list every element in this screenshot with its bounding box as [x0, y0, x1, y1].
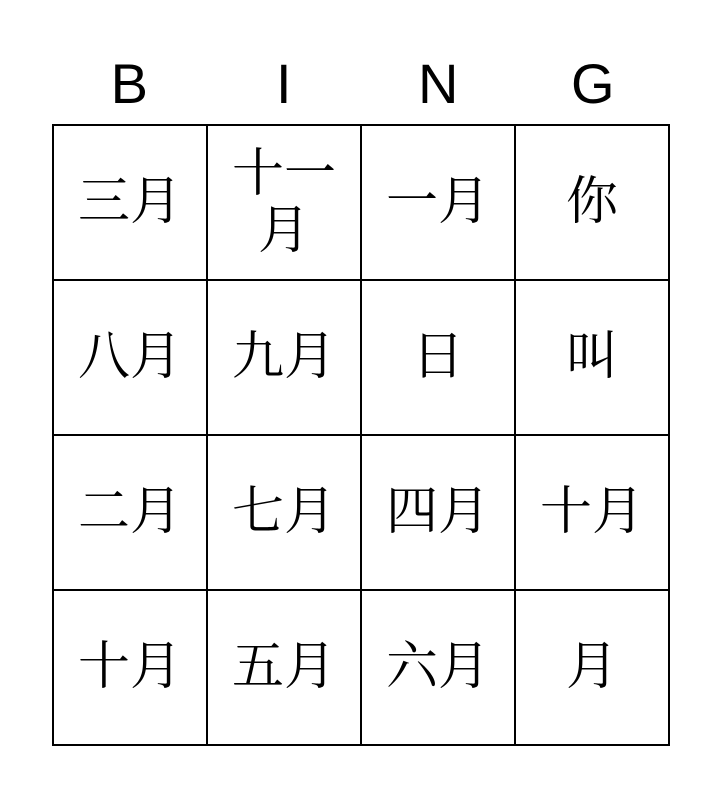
bingo-row [54, 281, 670, 436]
bingo-cell-text: 二月 [77, 482, 182, 543]
bingo-cell-b1[interactable] [54, 126, 208, 281]
bingo-cell-i2[interactable] [208, 281, 362, 436]
bingo-cell-text: 月 [565, 637, 618, 698]
bingo-cell-b3[interactable] [54, 436, 208, 591]
bingo-cell-n3[interactable] [362, 436, 516, 591]
bingo-cell-text: 十月 [77, 637, 182, 698]
bingo-row [54, 591, 670, 746]
bingo-grid [52, 124, 670, 746]
bingo-cell-text: 十一月 [231, 144, 336, 261]
bingo-header-row [52, 48, 670, 120]
bingo-cell-n2[interactable] [362, 281, 516, 436]
bingo-cell-g4[interactable] [516, 591, 670, 746]
bingo-cell-text: 十月 [539, 482, 644, 543]
bingo-cell-text: 九月 [231, 327, 336, 388]
bingo-cell-text: 你 [565, 172, 618, 233]
bingo-cell-b2[interactable] [54, 281, 208, 436]
bingo-cell-text: 一月 [385, 172, 490, 233]
bingo-cell-text: 八月 [77, 327, 182, 388]
bingo-cell-text: 三月 [77, 172, 182, 233]
header-letter-b: B [110, 52, 148, 115]
bingo-cell-g1[interactable] [516, 126, 670, 281]
bingo-cell-text: 叫 [565, 327, 618, 388]
bingo-cell-text: 日 [411, 327, 464, 388]
bingo-cell-g2[interactable] [516, 281, 670, 436]
bingo-cell-text: 四月 [385, 482, 490, 543]
header-letter-i: I [275, 52, 292, 115]
bingo-cell-text: 六月 [385, 637, 490, 698]
bingo-cell-i4[interactable] [208, 591, 362, 746]
bingo-cell-text: 五月 [231, 637, 336, 698]
bingo-cell-b4[interactable] [54, 591, 208, 746]
bingo-cell-text: 七月 [231, 482, 336, 543]
bingo-cell-g3[interactable] [516, 436, 670, 591]
header-letter-n: N [418, 52, 459, 115]
bingo-cell-i1[interactable] [208, 126, 362, 281]
bingo-cell-n4[interactable] [362, 591, 516, 746]
bingo-cell-i3[interactable] [208, 436, 362, 591]
header-letter-g: G [570, 52, 615, 115]
bingo-row [54, 126, 670, 281]
bingo-row [54, 436, 670, 591]
bingo-cell-n1[interactable] [362, 126, 516, 281]
